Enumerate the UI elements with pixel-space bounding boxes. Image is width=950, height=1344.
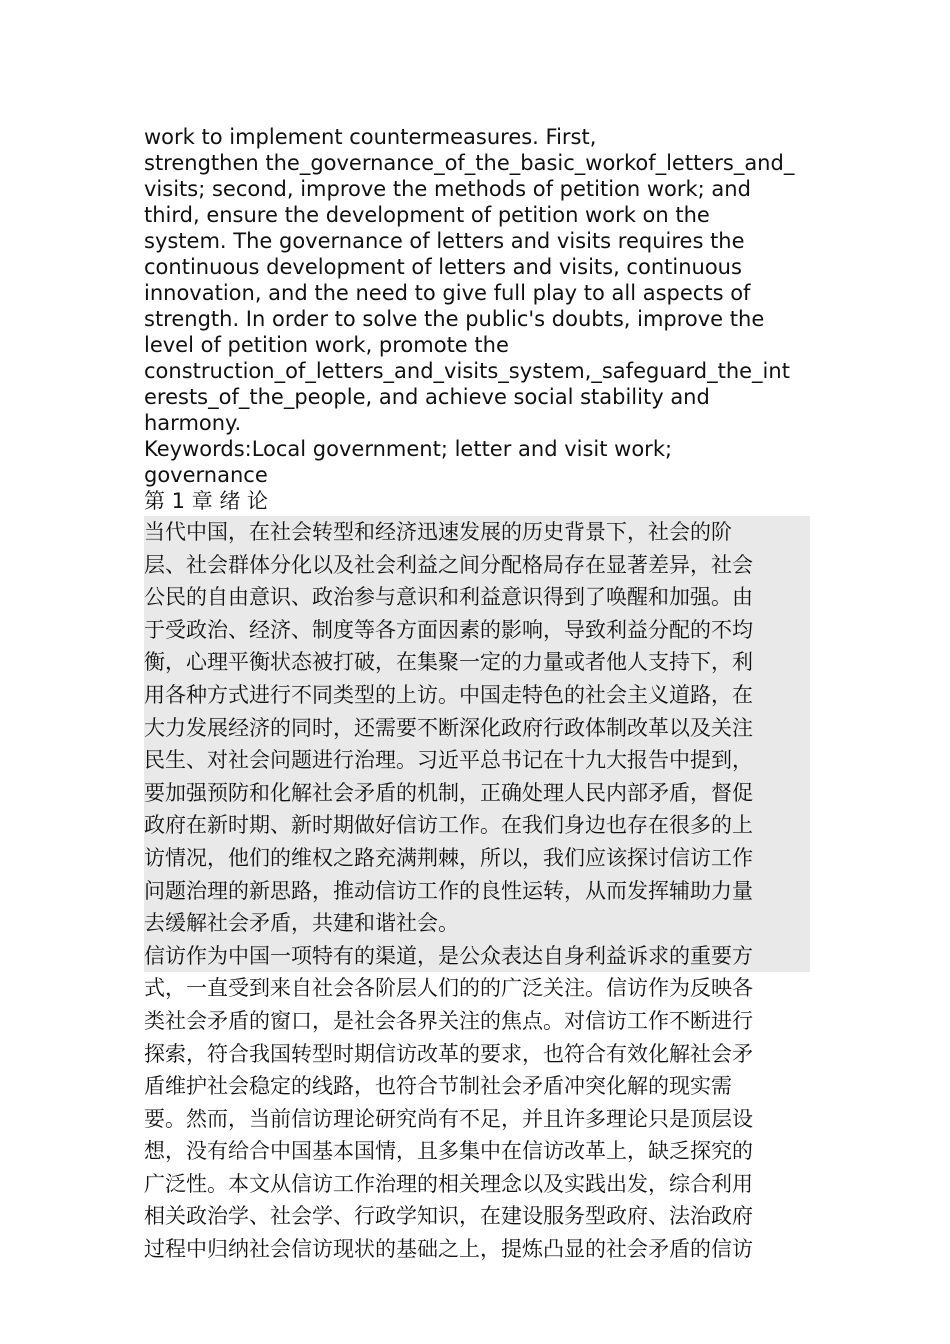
- keywords-line: governance: [144, 463, 268, 487]
- abstract-line: harmony.: [144, 411, 242, 435]
- paragraph-line: 相关政治学、社会学、行政学知识，在建设服务型政府、法治政府: [144, 1204, 753, 1229]
- paragraph-line: 访情况，他们的维权之路充满荆棘，所以，我们应该探讨信访工作: [144, 842, 810, 875]
- paragraph-line: 层、社会群体分化以及社会利益之间分配格局存在显著差异，社会: [144, 549, 810, 582]
- paragraph-line: 信访作为中国一项特有的渠道，是公众表达自身利益诉求的重要方: [144, 940, 810, 973]
- paragraph-line: 要。然而，当前信访理论研究尚有不足，并且许多理论只是顶层设: [144, 1106, 753, 1131]
- paragraph-line: 想，没有给合中国基本国情，且多集中在信访改革上，缺乏探究的: [144, 1139, 753, 1164]
- paragraph-line: 问题治理的新思路，推动信访工作的良性运转，从而发挥辅助力量: [144, 875, 810, 908]
- abstract-line: third, ensure the development of petition work on the: [144, 203, 710, 227]
- paragraph-intro: [144, 516, 810, 940]
- abstract-line: level of petition work, promote the: [144, 333, 509, 357]
- abstract-line: strengthen the_governance_of_the_basic_workof_letters_and_: [144, 151, 795, 175]
- paragraph-line: 当代中国，在社会转型和经济迅速发展的历史背景下，社会的阶: [144, 516, 810, 549]
- paragraph-line: 类社会矛盾的窗口，是社会各界关注的焦点。对信访工作不断进行: [144, 1008, 753, 1033]
- chapter-heading: 第 1 章 绪 论: [144, 489, 269, 513]
- paragraph-line: 要加强预防和化解社会矛盾的机制，正确处理人民内部矛盾，督促: [144, 777, 810, 810]
- document-page: [144, 124, 810, 1266]
- english-abstract: [144, 124, 810, 488]
- paragraph-line: 民生、对社会问题进行治理。习近平总书记在十九大报告中提到，: [144, 744, 810, 777]
- keywords-line: Keywords:Local government; letter and visit work;: [144, 437, 673, 461]
- paragraph-line: 衡，心理平衡状态被打破，在集聚一定的力量或者他人支持下，利: [144, 646, 810, 679]
- paragraph-line: 过程中归纳社会信访现状的基础之上，提炼凸显的社会矛盾的信访: [144, 1237, 753, 1262]
- paragraph-line: 大力发展经济的同时，还需要不断深化政府行政体制改革以及关注: [144, 712, 810, 745]
- abstract-line: continuous development of letters and visits, continuous: [144, 255, 742, 279]
- abstract-line: work to implement countermeasures. First,: [144, 125, 597, 149]
- paragraph-line: 探索，符合我国转型时期信访改革的要求，也符合有效化解社会矛: [144, 1041, 753, 1066]
- paragraph-line: 公民的自由意识、政治参与意识和利益意识得到了唤醒和加强。由: [144, 581, 810, 614]
- abstract-line: erests_of_the_people, and achieve social stability and: [144, 385, 710, 409]
- abstract-line: visits; second, improve the methods of petition work; and: [144, 177, 751, 201]
- paragraph-line: 政府在新时期、新时期做好信访工作。在我们身边也存在很多的上: [144, 809, 810, 842]
- paragraph-line: 式，一直受到来自社会各阶层人们的的广泛关注。信访作为反映各: [144, 976, 753, 1001]
- abstract-line: innovation, and the need to give full play to all aspects of: [144, 281, 751, 305]
- abstract-line: strength. In order to solve the public's doubts, improve the: [144, 307, 765, 331]
- abstract-line: construction_of_letters_and_visits_system,_safeguard_the_int: [144, 359, 790, 383]
- paragraph-line: 盾维护社会稳定的线路，也符合节制社会矛盾冲突化解的现实需: [144, 1074, 732, 1099]
- paragraph-line: 去缓解社会矛盾，共建和谐社会。: [144, 907, 810, 940]
- abstract-line: system. The governance of letters and visits requires the: [144, 229, 745, 253]
- paragraph-petition: [144, 940, 810, 1266]
- paragraph-line: 用各种方式进行不同类型的上访。中国走特色的社会主义道路，在: [144, 679, 810, 712]
- paragraph-line: 于受政治、经济、制度等各方面因素的影响，导致利益分配的不均: [144, 614, 810, 647]
- paragraph-line: 广泛性。本文从信访工作治理的相关理念以及实践出发，综合利用: [144, 1171, 753, 1196]
